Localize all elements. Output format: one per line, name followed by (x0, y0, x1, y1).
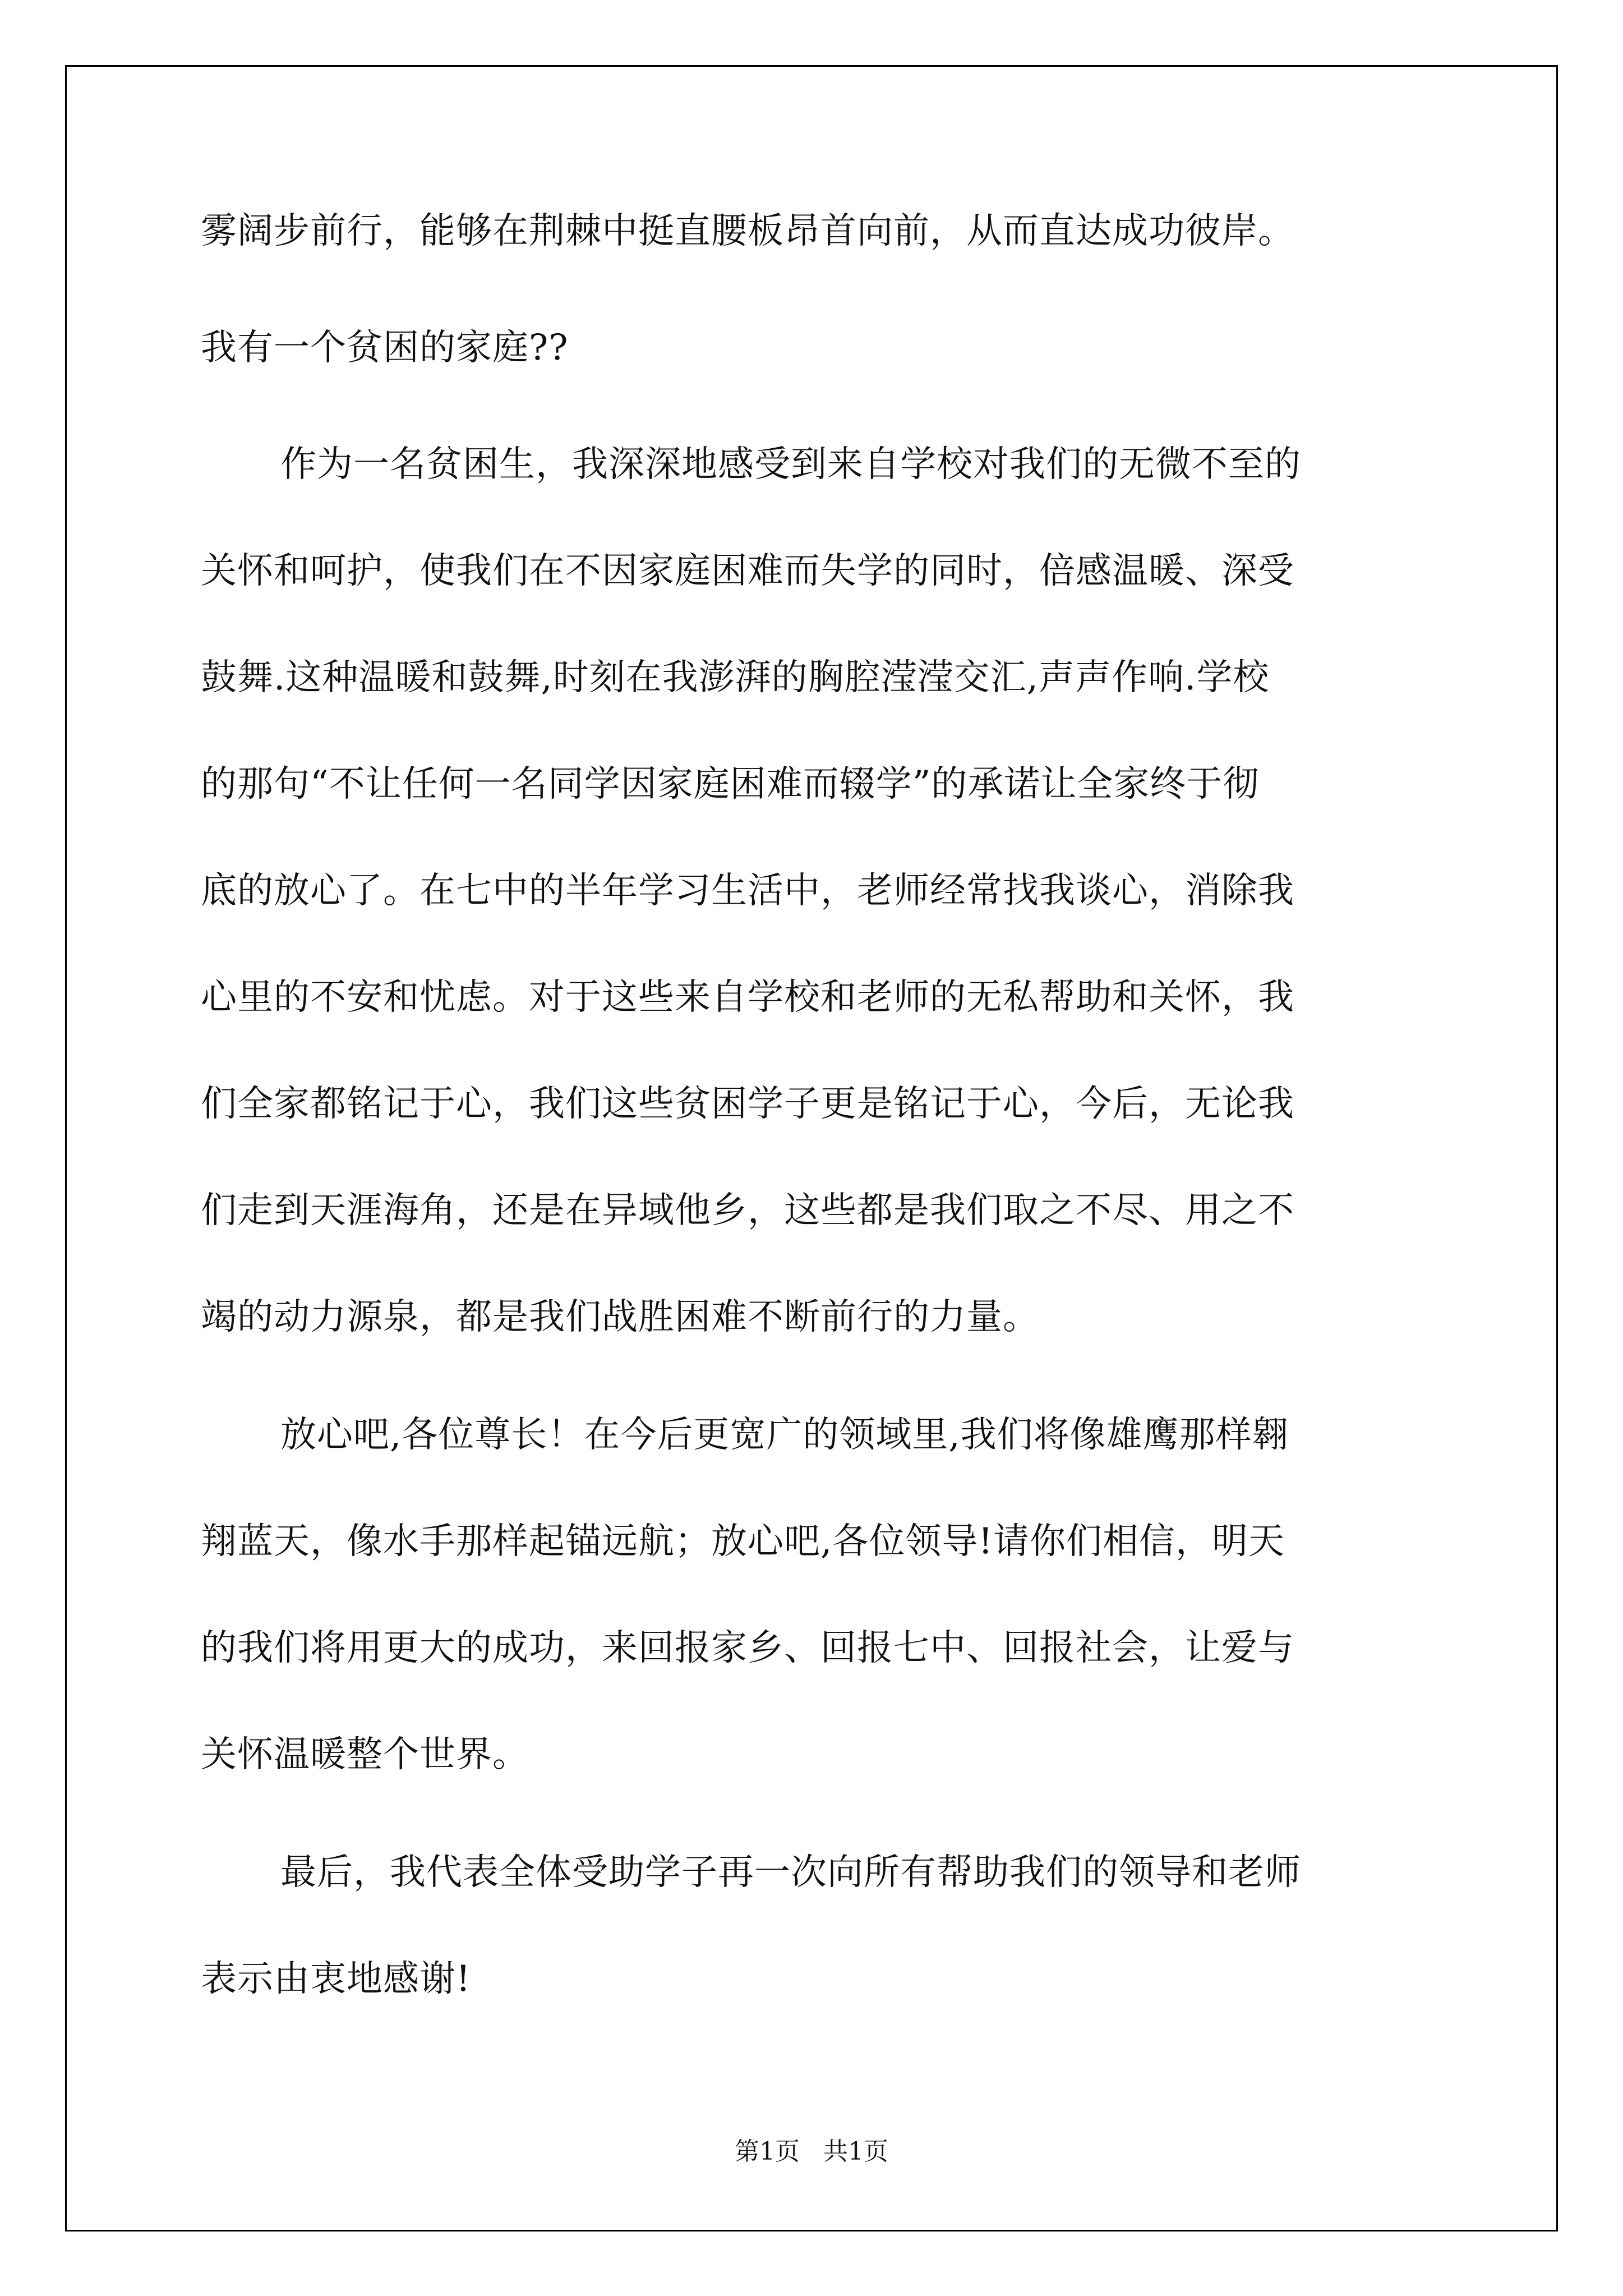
text-line-7: 底的放心了。在七中的半年学习生活中，老师经常找我谈心，消除我 (201, 870, 1294, 912)
text-line-4: 关怀和呵护，使我们在不因家庭困难而失学的同时，倍感温暖、深受 (201, 550, 1294, 592)
text-line-15: 关怀温暖整个世界。 (201, 1734, 529, 1775)
text-line-9: 们全家都铭记于心，我们这些贫困学子更是铭记于心，今后，无论我 (201, 1083, 1294, 1125)
text-line-13: 翔蓝天，像水手那样起锚远航；放心吧,各位领导!请你们相信，明天 (201, 1521, 1285, 1562)
page-border (65, 65, 1558, 2231)
text-line-8: 心里的不安和忧虑。对于这些来自学校和老师的无私帮助和关怀，我 (201, 977, 1294, 1018)
text-line-11: 竭的动力源泉，都是我们战胜困难不断前行的力量。 (201, 1296, 1039, 1338)
text-line-17: 表示由衷地感谢! (201, 1958, 471, 2000)
text-line-1: 雾阔步前行，能够在荆棘中挺直腰板昂首向前，从而直达成功彼岸。 (201, 210, 1294, 252)
text-line-14: 的我们将用更大的成功，来回报家乡、回报七中、回报社会，让爱与 (201, 1627, 1294, 1669)
text-line-16: 最后，我代表全体受助学子再一次向所有帮助我们的领导和老师 (280, 1852, 1301, 1893)
text-line-2: 我有一个贫困的家庭?? (201, 327, 569, 369)
text-line-10: 们走到天涯海角，还是在异域他乡，这些都是我们取之不尽、用之不 (201, 1190, 1294, 1231)
text-line-12: 放心吧,各位尊长！在今后更宽广的领域里,我们将像雄鹰那样翱 (280, 1414, 1289, 1456)
text-line-5: 鼓舞.这种温暖和鼓舞,时刻在我澎湃的胸腔滢滢交汇,声声作响.学校 (201, 657, 1270, 698)
text-line-6: 的那句“不让任何一名同学因家庭困难而辍学”的承诺让全家终于彻 (201, 763, 1260, 805)
page-number-footer: 第1页 共1页 (735, 2137, 888, 2166)
text-line-3: 作为一名贫困生，我深深地感受到来自学校对我们的无微不至的 (280, 444, 1301, 485)
